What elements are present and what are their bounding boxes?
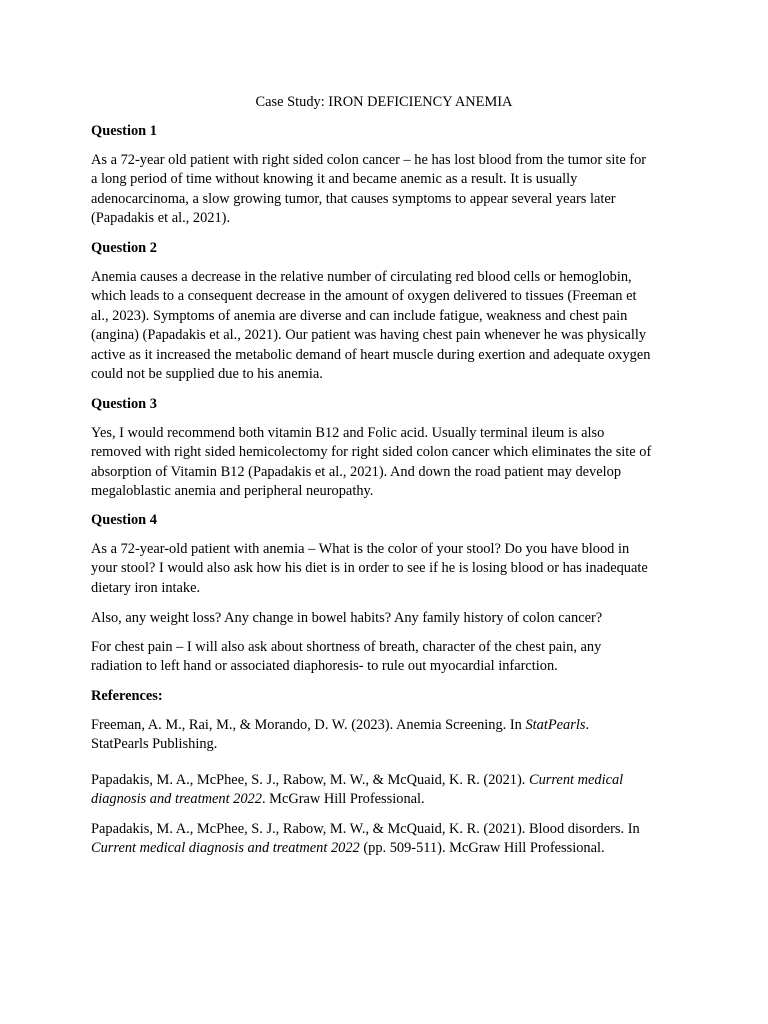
question-3-heading: Question 3	[91, 396, 157, 412]
reference-3	[91, 820, 691, 859]
text-line	[91, 716, 691, 735]
ref-text: Freeman, A. M., Rai, M., & Morando, D. W. (2023). Anemia Screening. In	[91, 717, 526, 733]
ref-text: . McGraw Hill Professional.	[261, 791, 425, 808]
text-line	[91, 790, 691, 809]
text-line: (angina) (Papadakis et al., 2021). Our patient was having chest pain whenever he was physically	[91, 327, 647, 344]
ref-source-title: Current medical	[528, 772, 624, 788]
text-line: radiation to left hand or associated diaphoresis- to rule out myocardial infarction.	[91, 658, 558, 675]
text-line	[91, 839, 691, 858]
text-line: could not be supplied due to his anemia.	[91, 366, 323, 383]
question-1-answer	[91, 151, 691, 229]
text-line: your stool? I would also ask how his diet is in order to see if he is losing blood or has inadequate	[91, 560, 648, 577]
question-4-answer-p2: Also, any weight loss? Any change in bowel habits? Any family history of colon cancer?	[91, 610, 603, 626]
ref-text: .	[585, 717, 590, 733]
question-4-answer-p1	[91, 540, 691, 598]
ref-source-title: StatPearls	[525, 717, 586, 733]
ref-source-title: diagnosis and treatment 2022	[91, 791, 262, 808]
question-4-heading: Question 4	[91, 512, 157, 528]
reference-1	[91, 716, 691, 755]
references-heading: References:	[91, 688, 163, 704]
text-line: adenocarcinoma, a slow growing tumor, that causes symptoms to appear several years later	[91, 190, 616, 207]
text-line: removed with right sided hemicolectomy for right sided colon cancer which eliminates the site of	[91, 444, 652, 461]
text-line: dietary iron intake.	[91, 579, 201, 596]
text-line: As a 72-year old patient with right sided colon cancer – he has lost blood from the tumor site for	[91, 152, 647, 168]
ref-source-title: Current medical diagnosis and treatment 2022	[91, 840, 360, 857]
text-line: active as it increased the metabolic demand of heart muscle during exertion and adequate oxygen	[91, 346, 651, 363]
question-2-heading: Question 2	[91, 240, 157, 256]
text-line: For chest pain – I will also ask about shortness of breath, character of the chest pain, any	[91, 639, 602, 655]
text-line: StatPearls Publishing.	[91, 736, 218, 753]
question-4-answer-p3	[91, 638, 691, 677]
text-line: absorption of Vitamin B12 (Papadakis et al., 2021). And down the road patient may develop	[91, 463, 622, 480]
text-line: which leads to a consequent decrease in the amount of oxygen delivered to tissues (Freeman et	[91, 288, 637, 305]
text-line: As a 72-year-old patient with anemia – What is the color of your stool? Do you have blood in	[91, 541, 630, 557]
text-line: megaloblastic anemia and peripheral neuropathy.	[91, 483, 374, 500]
text-line: Yes, I would recommend both vitamin B12 and Folic acid. Usually terminal ileum is also	[91, 425, 605, 441]
question-1-heading: Question 1	[91, 123, 157, 139]
text-line: al., 2023). Symptoms of anemia are diverse and can include fatigue, weakness and chest pain	[91, 307, 628, 324]
reference-2	[91, 771, 691, 810]
question-3-answer	[91, 424, 691, 502]
question-2-answer	[91, 268, 691, 384]
text-line: Papadakis, M. A., McPhee, S. J., Rabow, M. W., & McQuaid, K. R. (2021). Blood disorders. In	[91, 821, 640, 837]
text-line: (Papadakis et al., 2021).	[91, 210, 231, 227]
text-line	[91, 771, 691, 790]
text-line: Anemia causes a decrease in the relative number of circulating red blood cells or hemoglobin,	[91, 269, 632, 285]
text-line: a long period of time without knowing it and became anemic as a result. It is usually	[91, 171, 578, 188]
document-title: Case Study: IRON DEFICIENCY ANEMIA	[255, 94, 513, 110]
ref-text: Papadakis, M. A., McPhee, S. J., Rabow, M. W., & McQuaid, K. R. (2021).	[91, 772, 529, 788]
ref-text: (pp. 509-511). McGraw Hill Professional.	[359, 840, 605, 857]
